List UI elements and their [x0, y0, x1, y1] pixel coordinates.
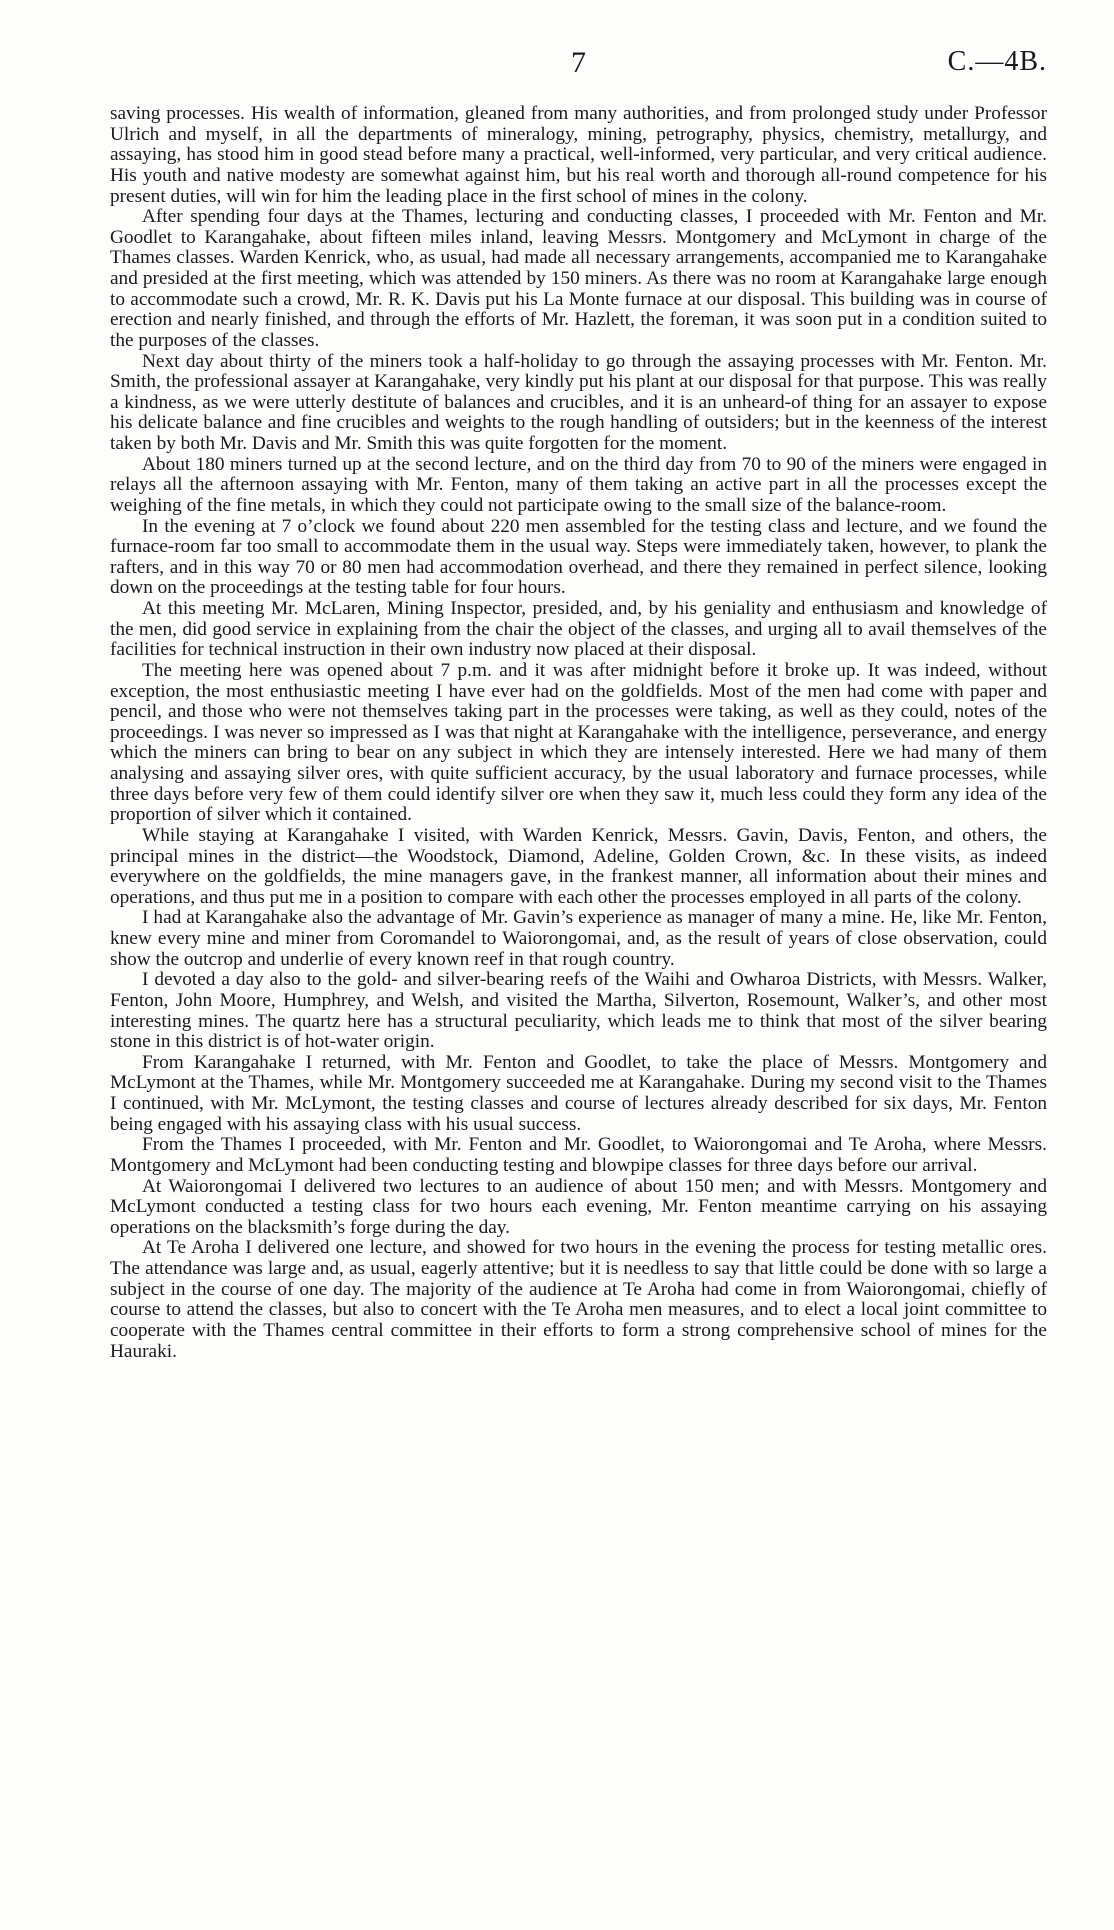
body-text	[110, 104, 1047, 1362]
paragraph: At Waiorongomai I delivered two lectures to an audience of about 150 men; and with Messrs. Montgomery and McLymont conducted a testing class for two hours each evening, Mr. Fenton meantime carrying on his assaying operations on the blacksmith’s forge during the day.	[110, 1175, 1047, 1238]
paragraph: While staying at Karangahake I visited, with Warden Kenrick, Messrs. Gavin, Davis, Fenton, and others, the principal mines in the district—the Woodstock, Diamond, Adeline, Golden Crown, &c. In these visits, as indeed everywhere on the goldfields, the mine managers gave, in the frankest manner, all information about their mines and operations, and thus put me in a position to compare with each other the processes employed in all parts of the colony.	[110, 824, 1047, 908]
page-header	[110, 46, 1047, 86]
paragraph: About 180 miners turned up at the second lecture, and on the third day from 70 to 90 of the miners were engaged in relays all the afternoon assaying with Mr. Fenton, many of them taking an active part in all the processes except the weighing of the fine metals, in which they could not participate owing to the small size of the balance-room.	[110, 453, 1047, 516]
page-number: 7	[571, 46, 586, 79]
paragraph: I devoted a day also to the gold- and silver-bearing reefs of the Waihi and Owharoa Districts, with Messrs. Walker, Fenton, John Moore, Humphrey, and Welsh, and visited the Martha, Silverton, Rosemount, Walker’s, and other most interesting mines. The quartz here has a structural peculiarity, which leads me to think that most of the silver bearing stone in this district is of hot-water origin.	[110, 969, 1047, 1053]
paragraph: At Te Aroha I delivered one lecture, and showed for two hours in the evening the process for testing metallic ores. The attendance was large and, as usual, eagerly attentive; but it is needless to say that little could be done with so large a subject in the course of one day. The majority of the audience at Te Aroha had come in from Waiorongomai, chiefly of course to attend the classes, but also to concert with the Te Aroha men measures, and to elect a local joint committee to cooperate with the Thames central committee in their efforts to form a strong comprehensive school of mines for the Hauraki.	[110, 1237, 1047, 1362]
paragraph: After spending four days at the Thames, lecturing and conducting classes, I proceeded with Mr. Fenton and Mr. Goodlet to Karangahake, about fifteen miles inland, leaving Messrs. Montgomery and McLymont in charge of the Thames classes. Warden Kenrick, who, as usual, had made all necessary arrangements, accompanied me to Karangahake and presided at the first meeting, which was attended by 150 miners. As there was no room at Karangahake large enough to accommodate such a crowd, Mr. R. K. Davis put his La Monte furnace at our disposal. This building was in course of erection and nearly finished, and through the efforts of Mr. Hazlett, the foreman, it was soon put in a condition suited to the purposes of the classes.	[110, 206, 1047, 351]
paragraph: From Karangahake I returned, with Mr. Fenton and Goodlet, to take the place of Messrs. Montgomery and McLymont at the Thames, while Mr. Montgomery succeeded me at Karangahake. During my second visit to the Thames I continued, with Mr. McLymont, the testing classes and course of lectures already described for six days, Mr. Fenton being engaged with his assaying class with his usual success.	[110, 1051, 1047, 1135]
paragraph: From the Thames I proceeded, with Mr. Fenton and Mr. Goodlet, to Waiorongomai and Te Aroha, where Messrs. Montgomery and McLymont had been conducting testing and blowpipe classes for three days before our arrival.	[110, 1134, 1047, 1176]
paragraph: In the evening at 7 o’clock we found about 220 men assembled for the testing class and lecture, and we found the furnace-room far too small to accommodate them in the usual way. Steps were immediately taken, however, to plank the rafters, and in this way 70 or 80 men had accommodation overhead, and there they remained in perfect silence, looking down on the proceedings at the testing table for four hours.	[110, 515, 1047, 599]
paragraph: saving processes. His wealth of information, gleaned from many authorities, and from prolonged study under Professor Ulrich and myself, in all the departments of mineralogy, mining, petrography, physics, chemistry, metallurgy, and assaying, has stood him in good stead before many a practical, well-informed, very particular, and very critical audience. His youth and native modesty are somewhat against him, but his real worth and thorough all-round competence for his present duties, will win for him the leading place in the first school of mines in the colony.	[110, 103, 1047, 207]
document-reference: C.—4B.	[947, 46, 1047, 77]
paragraph: At this meeting Mr. McLaren, Mining Inspector, presided, and, by his geniality and enthusiasm and knowledge of the men, did good service in explaining from the chair the object of the classes, and urging all to avail themselves of the facilities for technical instruction in their own industry now placed at their disposal.	[110, 598, 1047, 661]
paragraph: Next day about thirty of the miners took a half-holiday to go through the assaying processes with Mr. Fenton. Mr. Smith, the professional assayer at Karangahake, very kindly put his plant at our disposal for that purpose. This was really a kindness, as we were utterly destitute of balances and crucibles, and it is an unheard-of thing for an assayer to expose his delicate balance and fine crucibles and weights to the rough handling of outsiders; but in the keenness of the interest taken by both Mr. Davis and Mr. Smith this was quite forgotten for the moment.	[110, 350, 1047, 454]
paragraph: I had at Karangahake also the advantage of Mr. Gavin’s experience as manager of many a mine. He, like Mr. Fenton, knew every mine and miner from Coromandel to Waiorongomai, and, as the result of years of close observation, could show the outcrop and underlie of every known reef in that rough country.	[110, 907, 1047, 970]
paragraph: The meeting here was opened about 7 p.m. and it was after midnight before it broke up. It was indeed, without exception, the most enthusiastic meeting I have ever had on the goldfields. Most of the men had come with paper and pencil, and those who were not themselves taking part in the processes were taking, as well as they could, notes of the proceedings. I was never so impressed as I was that night at Karangahake with the intelligence, perseverance, and energy which the miners can bring to bear on any subject in which they are intensely interested. Here we had many of them analysing and assaying silver ores, with quite sufficient accuracy, by the usual laboratory and furnace processes, while three days before very few of them could identify silver ore when they saw it, much less could they form any idea of the proportion of silver which it contained.	[110, 659, 1047, 826]
